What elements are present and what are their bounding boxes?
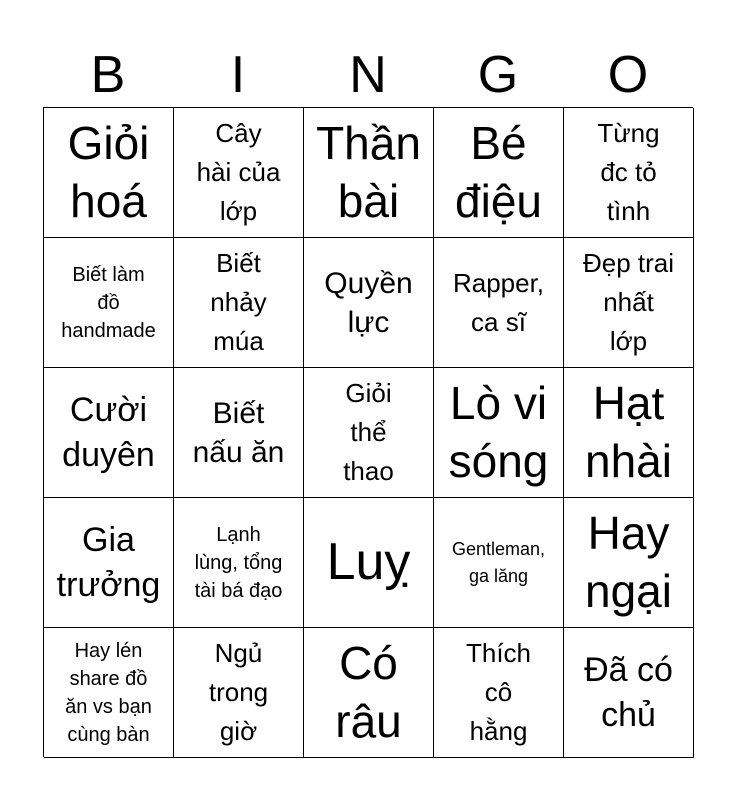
header-letter-b: B <box>90 46 126 104</box>
bingo-cell[interactable] <box>44 108 174 238</box>
cell-text: Đẹp trai nhất lớp <box>582 248 675 356</box>
bingo-cell[interactable] <box>304 368 434 498</box>
cell-text: Giỏi thể thao <box>343 378 394 486</box>
cell-text: Thích cô hằng <box>465 638 532 746</box>
cell-text: Biết nấu ăn <box>192 396 285 469</box>
bingo-cell[interactable] <box>564 108 694 238</box>
cell-text: Có râu <box>335 637 402 747</box>
bingo-cell[interactable] <box>174 108 304 238</box>
bingo-cell[interactable] <box>304 238 434 368</box>
cell-text: Cây hài của lớp <box>196 118 281 226</box>
header-letter-o: O <box>607 46 649 104</box>
cell-text: Rapper, ca sĩ <box>452 267 545 337</box>
bingo-cell[interactable] <box>304 628 434 758</box>
cell-text: Gentleman, ga lăng <box>451 538 546 586</box>
cell-text: Hay ngại <box>585 507 672 617</box>
cell-text: Từng đc tỏ tình <box>597 118 660 226</box>
bingo-cell[interactable] <box>564 498 694 628</box>
cell-text: Đã có chủ <box>584 651 673 734</box>
cell-text: Giỏi hoá <box>67 117 150 227</box>
bingo-cell[interactable] <box>434 238 564 368</box>
bingo-cell[interactable] <box>44 238 174 368</box>
bingo-board <box>43 107 693 757</box>
cell-text: Biết nhảy múa <box>210 248 267 356</box>
cell-text: Ngủ trong giờ <box>208 638 269 746</box>
bingo-cell[interactable] <box>44 628 174 758</box>
cell-text: Biết làm đồ handmade <box>61 263 156 342</box>
bingo-cell[interactable] <box>434 368 564 498</box>
bingo-cell[interactable] <box>564 368 694 498</box>
cell-text: Hạt nhài <box>585 377 672 487</box>
cell-text: Cười duyên <box>62 391 155 474</box>
bingo-cell[interactable] <box>174 628 304 758</box>
header-letter-n: N <box>349 46 387 104</box>
bingo-cell[interactable] <box>434 108 564 238</box>
bingo-cell[interactable] <box>304 498 434 628</box>
cell-text: Thần bài <box>316 117 421 227</box>
header-letter-i: I <box>230 46 246 104</box>
cell-text: Quyền lực <box>324 266 413 339</box>
cell-text: Luỵ <box>326 532 411 591</box>
bingo-header <box>43 44 693 106</box>
bingo-cell[interactable] <box>564 628 694 758</box>
bingo-cell[interactable] <box>564 238 694 368</box>
bingo-cell[interactable] <box>44 368 174 498</box>
cell-text: Bé điệu <box>455 117 542 227</box>
bingo-cell[interactable] <box>304 108 434 238</box>
bingo-cell[interactable] <box>174 238 304 368</box>
bingo-cell[interactable] <box>174 498 304 628</box>
cell-text: Hay lén share đồ ăn vs bạn cùng bàn <box>65 639 152 746</box>
bingo-cell[interactable] <box>44 498 174 628</box>
cell-text: Lạnh lùng, tổng tài bá đạo <box>194 523 283 602</box>
bingo-cell[interactable] <box>434 498 564 628</box>
cell-text: Gia trưởng <box>56 521 161 604</box>
bingo-cell[interactable] <box>174 368 304 498</box>
cell-text: Lò vi sóng <box>448 377 549 487</box>
header-letter-g: G <box>477 46 519 104</box>
bingo-cell[interactable] <box>434 628 564 758</box>
